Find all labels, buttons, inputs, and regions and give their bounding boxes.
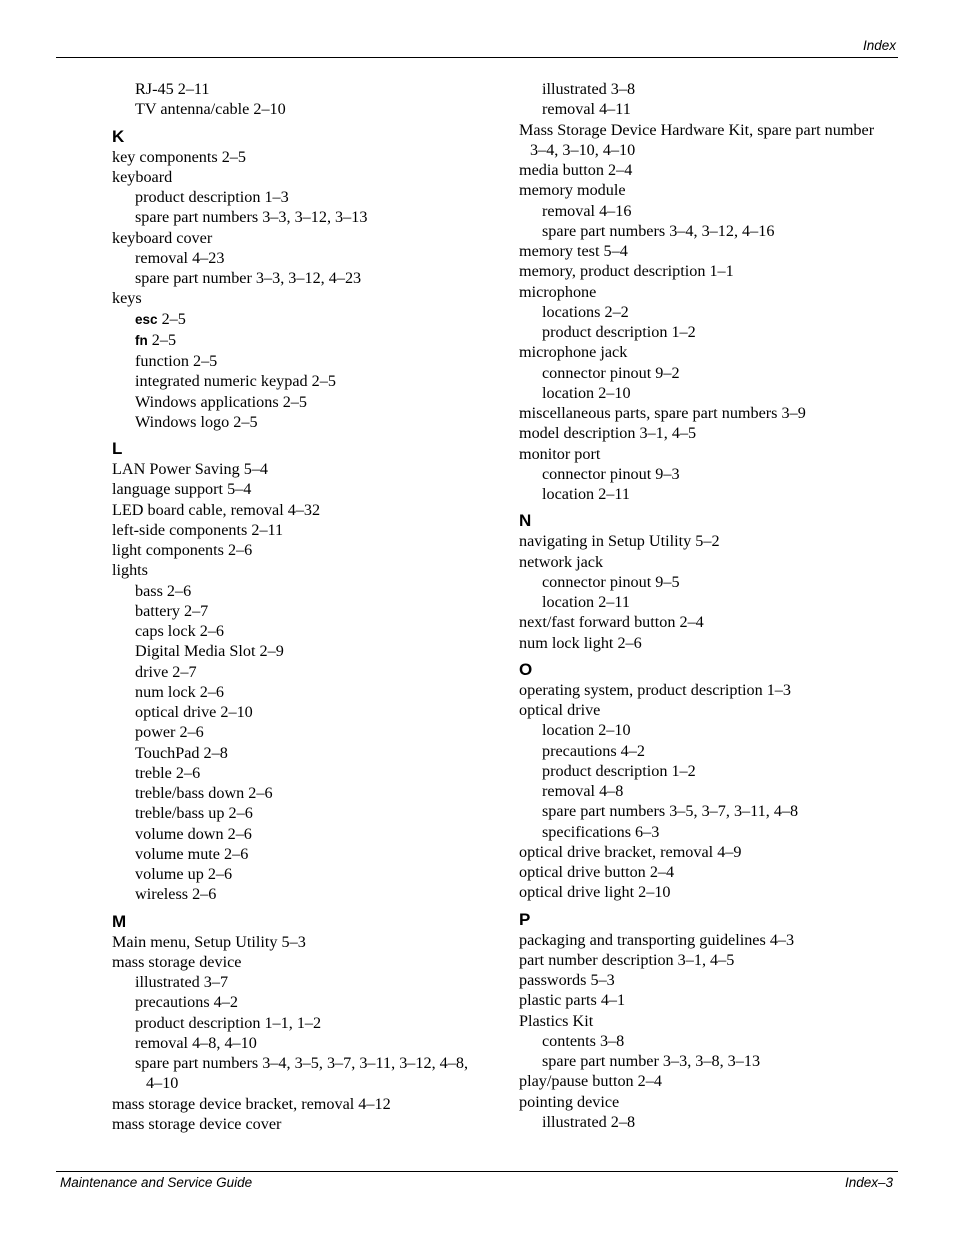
index-subentry <box>519 1031 904 1051</box>
entry-text: Digital Media Slot 2–9 <box>135 642 284 661</box>
entry-text: location 2–11 <box>542 485 630 503</box>
index-subentry <box>112 412 504 432</box>
entry-text: optical drive light 2–10 <box>519 883 671 902</box>
entry-text: navigating in Setup Utility 5–2 <box>519 532 720 551</box>
index-subentry <box>519 302 904 322</box>
entry-text: specifications 6–3 <box>542 822 660 841</box>
entry-text: monitor port <box>519 444 601 463</box>
footer-page-number: Index–3 <box>844 1175 893 1190</box>
entry-text: miscellaneous parts, spare part numbers 3–9 <box>519 404 806 422</box>
index-column-left <box>112 79 504 1134</box>
index-subentry <box>519 201 904 221</box>
index-entry <box>112 479 504 499</box>
entry-text: Mass Storage Device Hardware Kit, spare part number <box>519 120 875 139</box>
index-entry <box>519 160 904 180</box>
entry-text: removal 4–8, 4–10 <box>135 1033 257 1052</box>
index-subentry <box>519 761 904 781</box>
entry-text: connector pinout 9–5 <box>542 572 680 591</box>
index-column-right <box>519 79 904 1132</box>
entry-text: removal 4–11 <box>542 100 631 119</box>
index-subentry <box>112 187 504 207</box>
index-subentry <box>112 884 504 904</box>
entry-text: Windows applications 2–5 <box>135 392 307 411</box>
index-entry <box>519 950 904 970</box>
entry-text: contents 3–8 <box>542 1031 625 1050</box>
index-entry <box>519 180 904 200</box>
entry-text: optical drive bracket, removal 4–9 <box>519 842 742 861</box>
entry-text: battery 2–7 <box>135 601 209 620</box>
index-subentry <box>112 268 504 288</box>
entry-text: removal 4–16 <box>542 201 632 220</box>
entry-text: passwords 5–3 <box>519 971 615 989</box>
key-label: fn <box>135 332 148 348</box>
index-letter-heading: P <box>519 909 531 929</box>
entry-text: 2–5 <box>147 330 177 349</box>
entry-text: left-side components 2–11 <box>112 520 284 539</box>
entry-continuation-text: 3–4, 3–10, 4–10 <box>530 140 636 159</box>
entry-text: product description 1–2 <box>542 323 696 341</box>
entry-text: keys <box>112 289 142 308</box>
index-subentry <box>112 803 504 823</box>
entry-text: LAN Power Saving 5–4 <box>112 460 269 478</box>
entry-text: next/fast forward button 2–4 <box>519 613 704 632</box>
entry-text: plastic parts 4–1 <box>519 991 626 1010</box>
index-entry <box>519 282 904 302</box>
entry-text: RJ-45 2–11 <box>135 80 210 98</box>
index-entry <box>519 342 904 362</box>
index-entry <box>519 633 904 653</box>
entry-text: TV antenna/cable 2–10 <box>135 100 286 119</box>
index-subentry <box>112 662 504 682</box>
index-subentry <box>112 682 504 702</box>
entry-text: product description 1–3 <box>135 188 289 206</box>
index-entry <box>112 932 504 952</box>
entry-text: connector pinout 9–2 <box>542 363 680 382</box>
entry-text: language support 5–4 <box>112 480 252 499</box>
entry-text: lights <box>112 561 148 580</box>
entry-text: illustrated 3–7 <box>135 973 229 991</box>
index-entry <box>519 970 904 990</box>
index-subentry <box>112 641 504 661</box>
index-letter-heading: M <box>112 911 127 931</box>
entry-text: LED board cable, removal 4–32 <box>112 500 321 519</box>
entry-text: TouchPad 2–8 <box>135 743 228 762</box>
entry-text: optical drive 2–10 <box>135 703 253 721</box>
index-entry <box>519 403 904 423</box>
index-subentry <box>112 581 504 601</box>
index-entry <box>112 288 504 308</box>
index-entry <box>519 1011 904 1031</box>
index-entry <box>519 444 904 464</box>
entry-text: 2–5 <box>157 309 186 328</box>
entry-text: part number description 3–1, 4–5 <box>519 950 735 969</box>
entry-text: location 2–10 <box>542 721 631 740</box>
index-subentry <box>519 822 904 842</box>
index-subentry <box>519 741 904 761</box>
index-entry <box>519 261 904 281</box>
index-subentry <box>519 1112 904 1132</box>
entry-text: volume down 2–6 <box>135 824 252 843</box>
index-subentry <box>519 221 904 241</box>
entry-text: microphone jack <box>519 343 628 362</box>
footer-guide-title: Maintenance and Service Guide <box>60 1175 253 1190</box>
entry-text: Windows logo 2–5 <box>135 412 258 431</box>
entry-text: mass storage device cover <box>112 1114 282 1133</box>
index-entry <box>519 612 904 632</box>
index-subentry <box>112 371 504 391</box>
index-entry <box>112 1094 504 1114</box>
index-subentry <box>112 824 504 844</box>
index-subentry <box>519 801 904 821</box>
index-subentry <box>112 722 504 742</box>
index-entry <box>519 552 904 572</box>
header-title: Index <box>862 38 896 53</box>
index-entry <box>112 560 504 580</box>
entry-text: location 2–11 <box>542 593 630 611</box>
entry-text: illustrated 2–8 <box>542 1112 636 1131</box>
entry-continuation <box>112 1073 504 1093</box>
index-entry <box>519 120 904 140</box>
entry-text: spare part numbers 3–4, 3–12, 4–16 <box>542 221 775 240</box>
entry-text: key components 2–5 <box>112 147 246 166</box>
entry-text: treble/bass down 2–6 <box>135 784 273 802</box>
index-letter-heading: K <box>112 126 125 146</box>
index-entry <box>112 952 504 972</box>
index-entry <box>519 930 904 950</box>
index-subentry <box>519 720 904 740</box>
entry-text: mass storage device <box>112 952 242 971</box>
index-subentry <box>519 99 904 119</box>
index-entry <box>112 228 504 248</box>
key-label: esc <box>135 311 158 327</box>
entry-text: bass 2–6 <box>135 581 192 600</box>
entry-text: removal 4–8 <box>542 782 624 800</box>
index-entry <box>112 167 504 187</box>
entry-text: drive 2–7 <box>135 662 197 681</box>
index-entry <box>112 459 504 479</box>
entry-text: media button 2–4 <box>519 161 633 179</box>
index-subentry <box>112 844 504 864</box>
entry-text: precautions 4–2 <box>542 741 645 760</box>
entry-text: spare part number 3–3, 3–12, 4–23 <box>135 269 362 287</box>
index-entry <box>112 540 504 560</box>
entry-text: memory, product description 1–1 <box>519 262 734 281</box>
entry-text: removal 4–23 <box>135 248 225 267</box>
index-subentry <box>112 207 504 227</box>
index-entry <box>519 882 904 902</box>
entry-text: light components 2–6 <box>112 541 253 559</box>
entry-text: spare part number 3–3, 3–8, 3–13 <box>542 1052 761 1070</box>
entry-text: packaging and transporting guidelines 4–3 <box>519 930 795 949</box>
entry-text: illustrated 3–8 <box>542 80 636 98</box>
entry-text: num lock light 2–6 <box>519 633 642 652</box>
entry-text: spare part numbers 3–4, 3–5, 3–7, 3–11, 3–12, 4–8, <box>135 1054 468 1072</box>
index-entry <box>519 1071 904 1091</box>
entry-text: integrated numeric keypad 2–5 <box>135 372 336 391</box>
index-entry <box>519 531 904 551</box>
entry-text: keyboard cover <box>112 228 213 247</box>
index-subentry <box>112 1013 504 1033</box>
entry-text: power 2–6 <box>135 723 204 742</box>
entry-text: memory module <box>519 181 626 200</box>
index-subentry <box>112 1053 504 1073</box>
index-subentry <box>112 309 504 330</box>
index-subentry <box>519 363 904 383</box>
index-subentry <box>519 79 904 99</box>
index-entry <box>519 990 904 1010</box>
index-subentry <box>519 383 904 403</box>
entry-text: network jack <box>519 552 604 571</box>
index-entry <box>519 423 904 443</box>
page-header <box>56 38 898 58</box>
index-letter-heading: O <box>519 659 533 679</box>
entry-text: pointing device <box>519 1092 620 1111</box>
entry-text: volume up 2–6 <box>135 865 233 883</box>
index-entry <box>112 520 504 540</box>
index-subentry <box>112 99 504 119</box>
index-subentry <box>112 992 504 1012</box>
index-subentry <box>112 763 504 783</box>
entry-continuation-text: 4–10 <box>146 1074 179 1093</box>
index-subentry <box>112 351 504 371</box>
index-subentry <box>519 1051 904 1071</box>
entry-text: num lock 2–6 <box>135 682 225 701</box>
index-subentry <box>112 248 504 268</box>
index-subentry <box>112 330 504 351</box>
entry-text: precautions 4–2 <box>135 993 238 1012</box>
entry-text: volume mute 2–6 <box>135 844 249 863</box>
entry-text: play/pause button 2–4 <box>519 1072 662 1091</box>
index-subentry <box>519 572 904 592</box>
entry-text: treble 2–6 <box>135 763 201 782</box>
index-entry <box>519 842 904 862</box>
index-entry <box>519 680 904 700</box>
index-subentry <box>112 392 504 412</box>
entry-text: product description 1–1, 1–2 <box>135 1013 322 1032</box>
index-subentry <box>519 592 904 612</box>
index-subentry <box>112 79 504 99</box>
entry-text: model description 3–1, 4–5 <box>519 424 697 443</box>
index-entry <box>519 700 904 720</box>
index-entry <box>112 500 504 520</box>
index-entry <box>519 1092 904 1112</box>
index-entry <box>112 147 504 167</box>
index-entry <box>519 241 904 261</box>
index-subentry <box>112 743 504 763</box>
entry-text: optical drive <box>519 701 601 719</box>
page-footer <box>56 1171 898 1192</box>
entry-text: product description 1–2 <box>542 761 696 780</box>
entry-text: Plastics Kit <box>519 1011 594 1030</box>
index-subentry <box>519 464 904 484</box>
entry-text: Main menu, Setup Utility 5–3 <box>112 932 306 951</box>
index-letter-heading: L <box>112 439 123 458</box>
index-subentry <box>112 601 504 621</box>
index-subentry <box>519 781 904 801</box>
entry-text: mass storage device bracket, removal 4–12 <box>112 1094 391 1113</box>
entry-text: connector pinout 9–3 <box>542 464 680 483</box>
entry-text: spare part numbers 3–3, 3–12, 3–13 <box>135 208 368 227</box>
index-subentry <box>112 864 504 884</box>
index-subentry <box>112 702 504 722</box>
entry-text: caps lock 2–6 <box>135 622 225 640</box>
index-entry <box>112 1114 504 1134</box>
entry-text: operating system, product description 1–3 <box>519 680 791 699</box>
index-subentry <box>112 972 504 992</box>
entry-text: optical drive button 2–4 <box>519 863 675 881</box>
entry-text: memory test 5–4 <box>519 242 628 260</box>
entry-text: function 2–5 <box>135 352 218 370</box>
index-subentry <box>519 484 904 504</box>
entry-text: microphone <box>519 282 597 301</box>
index-subentry <box>112 783 504 803</box>
index-subentry <box>112 621 504 641</box>
entry-text: wireless 2–6 <box>135 885 217 904</box>
index-subentry <box>519 322 904 342</box>
entry-continuation <box>519 140 904 160</box>
entry-text: location 2–10 <box>542 383 631 402</box>
entry-text: treble/bass up 2–6 <box>135 804 253 823</box>
entry-text: locations 2–2 <box>542 302 629 321</box>
index-entry <box>519 862 904 882</box>
entry-text: spare part numbers 3–5, 3–7, 3–11, 4–8 <box>542 802 799 821</box>
index-letter-heading: N <box>519 511 532 531</box>
index-subentry <box>112 1033 504 1053</box>
entry-text: keyboard <box>112 167 173 186</box>
